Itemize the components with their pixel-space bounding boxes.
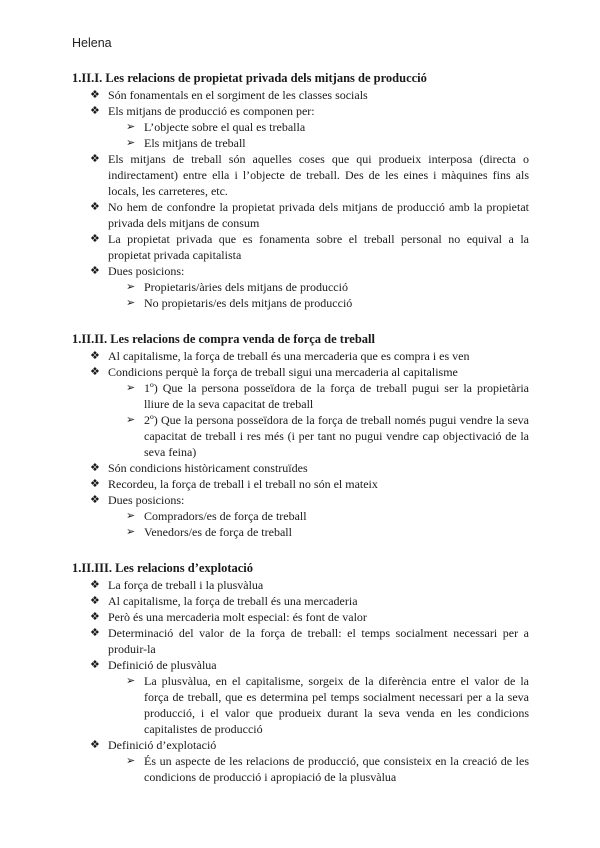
- diamond-bullet-icon: ❖: [90, 88, 100, 101]
- list-item: ❖ Definició d’explotació: [90, 738, 217, 752]
- list-item: ❖ Dues posicions:: [90, 264, 185, 278]
- sub-list-item: ➢ La plusvàlua, en el capitalisme, sorgeix de la diferència entre el valor de la força de treball, que es determina pel temps socialment necessari per a la seva producció, i el valor que produeix durant la seva venda en les condicions capitalistes de producció: [126, 674, 529, 736]
- arrow-bullet-icon: ➢: [126, 509, 136, 522]
- list-item: ❖ Els mitjans de treball són aquelles coses que qui produeix interposa (directa o indirectament) entre ella i l’objecte de treball. Des de les eines i màquines fins als locals, les carreteres, etc.: [90, 152, 529, 198]
- arrow-bullet-icon: ➢: [126, 525, 136, 538]
- bullet-list: [72, 348, 529, 540]
- list-item: ❖ Però és una mercaderia molt especial: és font de valor: [90, 610, 367, 624]
- diamond-bullet-icon: ❖: [90, 578, 100, 591]
- bullet-list: [72, 87, 529, 311]
- arrow-bullet-icon: ➢: [126, 120, 136, 133]
- sub-list-item: ➢ Venedors/es de força de treball: [126, 525, 292, 539]
- diamond-bullet-icon: ❖: [90, 104, 100, 117]
- list-item: ❖ La força de treball i la plusvàlua: [90, 578, 264, 592]
- arrow-bullet-icon: ➢: [126, 381, 136, 394]
- list-item: ❖ Al capitalisme, la força de treball és una mercaderia: [90, 594, 358, 608]
- diamond-bullet-icon: ❖: [90, 658, 100, 671]
- list-item: ❖ Són condicions històricament construïdes: [90, 461, 308, 475]
- diamond-bullet-icon: ❖: [90, 232, 100, 245]
- diamond-bullet-icon: ❖: [90, 461, 100, 474]
- sub-list-item: ➢ És un aspecte de les relacions de producció, que consisteix en la creació de les condicions de producció i apropiació de la plusvàlua: [126, 754, 529, 784]
- list-item: ❖ Dues posicions:: [90, 493, 185, 507]
- diamond-bullet-icon: ❖: [90, 477, 100, 490]
- list-item: ❖ No hem de confondre la propietat privada dels mitjans de producció amb la propietat privada dels mitjans de consum: [90, 200, 529, 230]
- section-heading: 1.II.I. Les relacions de propietat privada dels mitjans de producció: [72, 71, 427, 85]
- section-labour-power-trade: [72, 331, 529, 540]
- sub-list-item: ➢ Compradors/es de força de treball: [126, 509, 307, 523]
- document-author: Helena: [72, 36, 112, 50]
- document-body: [72, 70, 529, 805]
- sub-list-item: ➢ No propietaris/es dels mitjans de producció: [126, 296, 353, 310]
- diamond-bullet-icon: ❖: [90, 610, 100, 623]
- diamond-bullet-icon: ❖: [90, 264, 100, 277]
- diamond-bullet-icon: ❖: [90, 200, 100, 213]
- list-item: ❖ Els mitjans de producció es componen per:: [90, 104, 315, 118]
- diamond-bullet-icon: ❖: [90, 594, 100, 607]
- section-property-relations: [72, 70, 529, 311]
- section-exploitation-relations: [72, 560, 529, 785]
- arrow-bullet-icon: ➢: [126, 754, 136, 767]
- bullet-list: [72, 577, 529, 785]
- section-heading: 1.II.II. Les relacions de compra venda de força de treball: [72, 332, 375, 346]
- list-item: ❖ Al capitalisme, la força de treball és una mercaderia que es compra i es ven: [90, 349, 470, 363]
- list-item: ❖ Definició de plusvàlua: [90, 658, 217, 672]
- diamond-bullet-icon: ❖: [90, 493, 100, 506]
- diamond-bullet-icon: ❖: [90, 349, 100, 362]
- arrow-bullet-icon: ➢: [126, 296, 136, 309]
- list-item: ❖ Són fonamentals en el sorgiment de les classes socials: [90, 88, 368, 102]
- arrow-bullet-icon: ➢: [126, 413, 136, 426]
- sub-list-item: ➢ L’objecte sobre el qual es treballa: [126, 120, 306, 134]
- sub-list-item: ➢ Els mitjans de treball: [126, 136, 246, 150]
- arrow-bullet-icon: ➢: [126, 674, 136, 687]
- sub-list-item: ➢ 1º) Que la persona posseïdora de la força de treball pugui ser la propietària lliure de la seva capacitat de treball: [126, 381, 529, 411]
- sub-list-item: ➢ Propietaris/àries dels mitjans de producció: [126, 280, 348, 294]
- sub-list-item: ➢ 2º) Que la persona posseïdora de la força de treball només pugui vendre la seva capacitat de treball i res més (i per tant no pugui vendre cap objectivació de la seva feina): [126, 413, 529, 459]
- list-item: ❖ Recordeu, la força de treball i el treball no són el mateix: [90, 477, 378, 491]
- diamond-bullet-icon: ❖: [90, 626, 100, 639]
- arrow-bullet-icon: ➢: [126, 136, 136, 149]
- list-item: ❖ Determinació del valor de la força de treball: el temps socialment necessari per a produir-la: [90, 626, 529, 656]
- diamond-bullet-icon: ❖: [90, 738, 100, 751]
- list-item: ❖ Condicions perquè la força de treball sigui una mercaderia al capitalisme: [90, 365, 458, 379]
- list-item: ❖ La propietat privada que es fonamenta sobre el treball personal no equival a la propietat privada capitalista: [90, 232, 529, 262]
- section-heading: 1.II.III. Les relacions d’explotació: [72, 561, 254, 575]
- arrow-bullet-icon: ➢: [126, 280, 136, 293]
- diamond-bullet-icon: ❖: [90, 365, 100, 378]
- diamond-bullet-icon: ❖: [90, 152, 100, 165]
